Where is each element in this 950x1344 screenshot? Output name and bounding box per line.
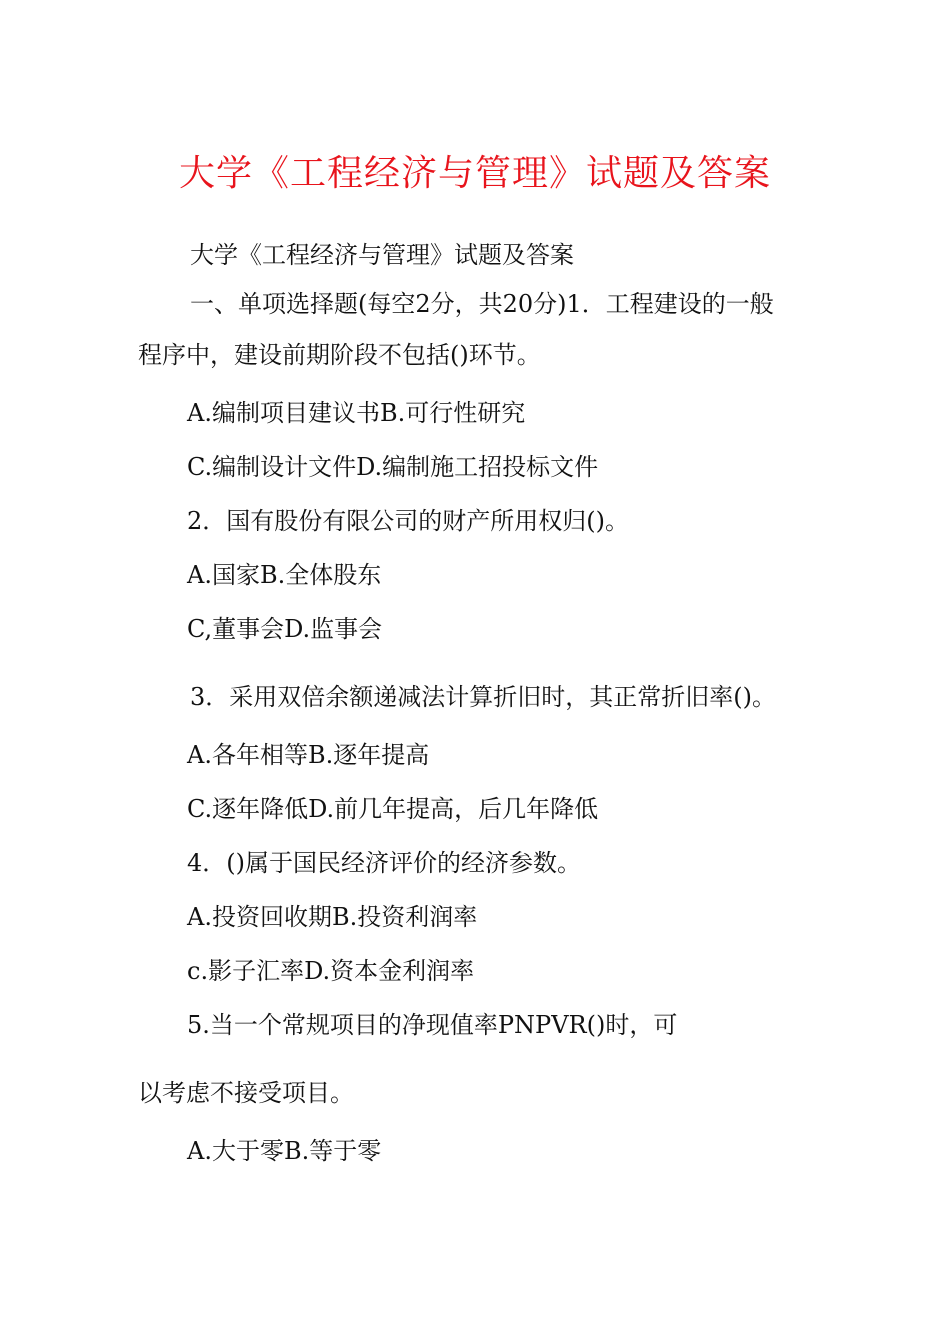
q1-options-cd: C.编制设计文件D.编制施工招投标文件 [187,453,599,481]
q2-stem: 2．国有股份有限公司的财产所用权归()。 [187,507,629,535]
q3-stem: 3．采用双倍余额递减法计算折旧时，其正常折旧率()。 [190,683,776,711]
q5-stem-line1: 5.当一个常规项目的净现值率PNPVR()时，可 [187,1011,678,1039]
q1-options-ab: A.编制项目建议书B.可行性研究 [187,399,526,427]
q5-options-ab: A.大于零B.等于零 [187,1137,382,1165]
q2-options-cd: C,董事会D.监事会 [187,615,383,643]
q5-stem-line2: 以考虑不接受项目。 [138,1079,354,1107]
q4-stem: 4．()属于国民经济评价的经济参数。 [187,849,581,877]
section-heading-q1-line1: 一、单项选择题(每空2分，共20分)1．工程建设的一般 [190,290,774,318]
document-subtitle: 大学《工程经济与管理》试题及答案 [190,241,574,269]
q4-options-ab: A.投资回收期B.投资利润率 [187,903,478,931]
q2-options-ab: A.国家B.全体股东 [187,561,382,589]
q3-options-ab: A.各年相等B.逐年提高 [187,741,430,769]
q4-options-cd: c.影子汇率D.资本金利润率 [187,957,475,985]
q1-stem-line2: 程序中，建设前期阶段不包括()环节。 [138,341,541,369]
q3-options-cd: C.逐年降低D.前几年提高，后几年降低 [187,795,599,823]
document-title: 大学《工程经济与管理》试题及答案 [178,153,771,194]
